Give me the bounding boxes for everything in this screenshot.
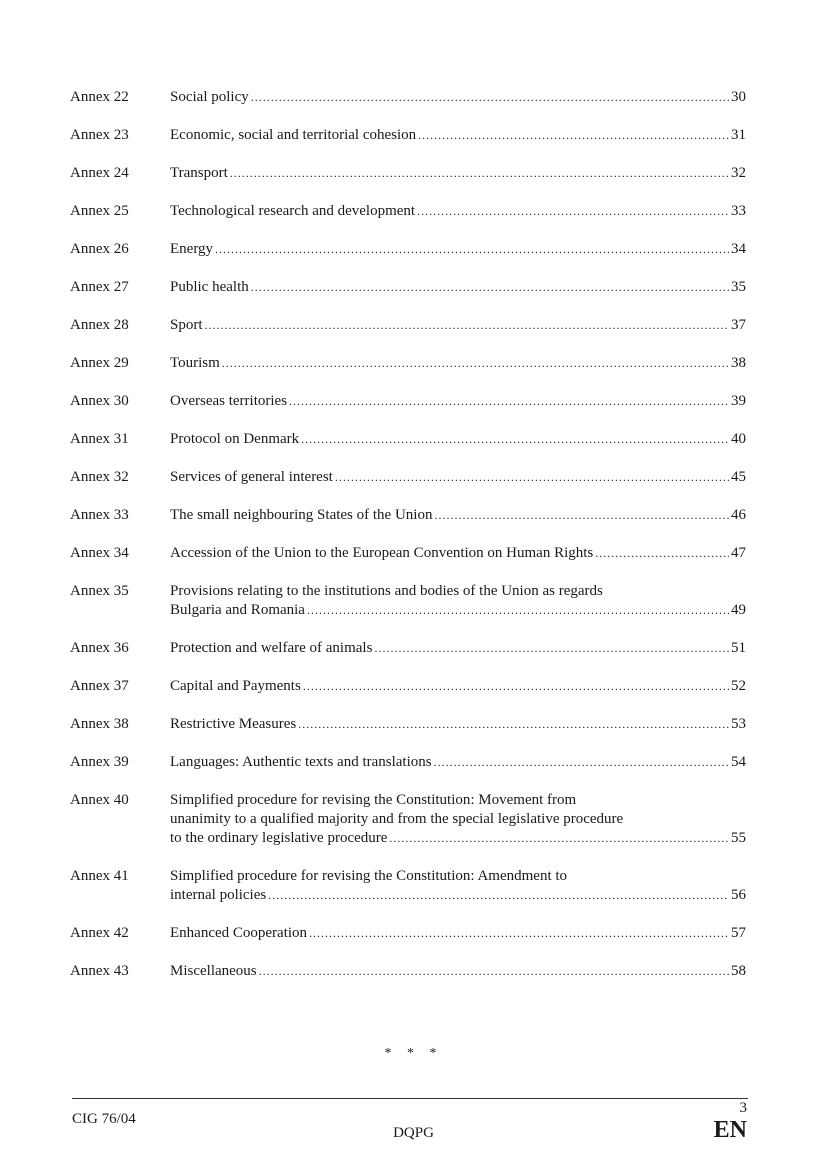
toc-entry (70, 126, 746, 145)
toc-annex-number: Annex 42 (70, 925, 129, 941)
toc-entry (70, 639, 746, 658)
toc-entry (70, 278, 746, 297)
table-of-contents (70, 88, 746, 1000)
toc-page-number: 54 (731, 754, 746, 770)
toc-leader-dots (434, 753, 729, 772)
toc-title-last-line (170, 829, 746, 848)
toc-annex-number: Annex 43 (70, 963, 129, 979)
toc-leader-dots (301, 430, 729, 449)
toc-annex-title (170, 677, 746, 696)
toc-title-last-line (170, 715, 746, 734)
toc-title-last-line (170, 753, 746, 772)
toc-leader-dots (251, 278, 729, 297)
toc-annex-number: Annex 34 (70, 545, 129, 561)
toc-annex-title (170, 240, 746, 259)
toc-annex-number: Annex 40 (70, 792, 129, 808)
toc-title-text: Protection and welfare of animals (170, 640, 373, 656)
toc-entry (70, 430, 746, 449)
toc-page-number: 57 (731, 925, 746, 941)
toc-leader-dots (307, 601, 729, 620)
toc-page-number: 47 (731, 545, 746, 561)
toc-page-number: 33 (731, 203, 746, 219)
toc-title-text: Services of general interest (170, 469, 333, 485)
toc-title-text: Social policy (170, 89, 249, 105)
toc-title-last-line (170, 962, 746, 981)
toc-annex-title (170, 924, 746, 943)
toc-page-number: 51 (731, 640, 746, 656)
toc-entry (70, 582, 746, 620)
toc-leader-dots (251, 88, 729, 107)
toc-leader-dots (298, 715, 729, 734)
toc-entry (70, 88, 746, 107)
toc-annex-title (170, 639, 746, 658)
toc-page-number: 56 (731, 887, 746, 903)
toc-entry (70, 715, 746, 734)
toc-page-number: 38 (731, 355, 746, 371)
toc-leader-dots (205, 316, 729, 335)
toc-annex-number: Annex 32 (70, 469, 129, 485)
toc-annex-number: Annex 29 (70, 355, 129, 371)
toc-title-line: Provisions relating to the institutions and bodies of the Union as regards (170, 583, 603, 599)
toc-entry (70, 753, 746, 772)
toc-annex-title (170, 544, 746, 563)
toc-title-text: Accession of the Union to the European Convention on Human Rights (170, 545, 594, 561)
toc-title-text: Restrictive Measures (170, 716, 297, 732)
toc-annex-title (170, 392, 746, 411)
toc-entry (70, 202, 746, 221)
toc-title-line: unanimity to a qualified majority and from the special legislative procedure (170, 811, 624, 827)
toc-title-last-line (170, 354, 746, 373)
toc-title-last-line (170, 392, 746, 411)
toc-annex-number: Annex 22 (70, 89, 129, 105)
toc-page-number: 40 (731, 431, 746, 447)
toc-page-number: 49 (731, 602, 746, 618)
toc-page-number: 30 (731, 89, 746, 105)
toc-page-number: 39 (731, 393, 746, 409)
toc-annex-title (170, 354, 746, 373)
toc-page-number: 52 (731, 678, 746, 694)
toc-entry (70, 506, 746, 525)
toc-title-last-line (170, 88, 746, 107)
toc-leader-dots (595, 544, 729, 563)
toc-annex-title (170, 202, 746, 221)
toc-title-text: Bulgaria and Romania (170, 602, 305, 618)
toc-annex-number: Annex 28 (70, 317, 129, 333)
toc-annex-number: Annex 41 (70, 868, 129, 884)
toc-entry (70, 316, 746, 335)
toc-annex-title (170, 867, 746, 905)
toc-title-text: Technological research and development (170, 203, 416, 219)
toc-annex-title (170, 316, 746, 335)
toc-annex-title (170, 126, 746, 145)
toc-leader-dots (389, 829, 729, 848)
toc-title-text: Tourism (170, 355, 220, 371)
toc-title-last-line (170, 202, 746, 221)
toc-leader-dots (222, 354, 729, 373)
toc-leader-dots (434, 506, 729, 525)
toc-title-last-line (170, 316, 746, 335)
toc-title-text: Transport (170, 165, 228, 181)
toc-title-text: Sport (170, 317, 203, 333)
toc-entry (70, 354, 746, 373)
toc-annex-title (170, 164, 746, 183)
toc-annex-title (170, 430, 746, 449)
toc-title-text: Energy (170, 241, 214, 257)
toc-title-last-line (170, 639, 746, 658)
toc-leader-dots (259, 962, 729, 981)
toc-page-number: 31 (731, 127, 746, 143)
toc-leader-dots (303, 677, 729, 696)
toc-page-number: 37 (731, 317, 746, 333)
toc-leader-dots (335, 468, 729, 487)
footer-divider (72, 1098, 748, 1099)
toc-page-number: 32 (731, 165, 746, 181)
toc-title-line: Simplified procedure for revising the Constitution: Movement from (170, 792, 577, 808)
toc-entry (70, 164, 746, 183)
toc-title-last-line (170, 886, 746, 905)
toc-leader-dots (374, 639, 729, 658)
toc-annex-title (170, 582, 746, 620)
toc-annex-number: Annex 37 (70, 678, 129, 694)
toc-page-number: 35 (731, 279, 746, 295)
toc-annex-title (170, 715, 746, 734)
toc-annex-number: Annex 33 (70, 507, 129, 523)
toc-title-text: Enhanced Cooperation (170, 925, 308, 941)
toc-entry (70, 468, 746, 487)
toc-entry (70, 392, 746, 411)
toc-entry (70, 677, 746, 696)
toc-entry (70, 544, 746, 563)
toc-annex-number: Annex 25 (70, 203, 129, 219)
toc-leader-dots (418, 126, 729, 145)
toc-title-last-line (170, 601, 746, 620)
toc-title-text: internal policies (170, 887, 267, 903)
toc-annex-number: Annex 30 (70, 393, 129, 409)
toc-leader-dots (268, 886, 729, 905)
toc-leader-dots (309, 924, 729, 943)
toc-page-number: 55 (731, 830, 746, 846)
toc-annex-number: Annex 36 (70, 640, 129, 656)
toc-annex-number: Annex 38 (70, 716, 129, 732)
toc-annex-title (170, 278, 746, 297)
language-code: EN (713, 1117, 747, 1143)
toc-leader-dots (417, 202, 729, 221)
toc-entry (70, 240, 746, 259)
toc-annex-title (170, 962, 746, 981)
toc-title-last-line (170, 468, 746, 487)
toc-annex-number: Annex 26 (70, 241, 129, 257)
toc-leader-dots (289, 392, 729, 411)
toc-annex-title (170, 506, 746, 525)
toc-page-number: 46 (731, 507, 746, 523)
toc-title-last-line (170, 924, 746, 943)
toc-title-text: to the ordinary legislative procedure (170, 830, 388, 846)
toc-annex-number: Annex 31 (70, 431, 129, 447)
section-separator: * * * (384, 1046, 443, 1061)
toc-annex-number: Annex 27 (70, 279, 129, 295)
toc-annex-number: Annex 39 (70, 754, 129, 770)
toc-title-text: The small neighbouring States of the Union (170, 507, 433, 523)
toc-entry (70, 867, 746, 905)
toc-page-number: 45 (731, 469, 746, 485)
toc-entry (70, 924, 746, 943)
toc-title-text: Economic, social and territorial cohesion (170, 127, 417, 143)
toc-page-number: 53 (731, 716, 746, 732)
department-code: DQPG (393, 1125, 434, 1141)
toc-title-last-line (170, 677, 746, 696)
toc-title-last-line (170, 544, 746, 563)
toc-annex-title (170, 468, 746, 487)
toc-entry (70, 962, 746, 981)
toc-title-last-line (170, 430, 746, 449)
toc-title-text: Overseas territories (170, 393, 288, 409)
toc-title-text: Miscellaneous (170, 963, 257, 979)
toc-annex-number: Annex 24 (70, 165, 129, 181)
toc-annex-number: Annex 23 (70, 127, 129, 143)
toc-title-text: Protocol on Denmark (170, 431, 300, 447)
toc-title-last-line (170, 126, 746, 145)
toc-title-last-line (170, 278, 746, 297)
toc-page-number: 58 (731, 963, 746, 979)
toc-title-text: Languages: Authentic texts and translations (170, 754, 432, 770)
toc-leader-dots (230, 164, 729, 183)
page-number: 3 (739, 1100, 747, 1116)
toc-page-number: 34 (731, 241, 746, 257)
toc-annex-title (170, 753, 746, 772)
toc-entry (70, 791, 746, 848)
toc-annex-title (170, 791, 746, 848)
document-reference: CIG 76/04 (72, 1111, 136, 1127)
toc-leader-dots (215, 240, 729, 259)
toc-annex-number: Annex 35 (70, 583, 129, 599)
toc-title-last-line (170, 240, 746, 259)
toc-title-text: Capital and Payments (170, 678, 301, 694)
toc-title-text: Public health (170, 279, 249, 295)
toc-title-last-line (170, 506, 746, 525)
toc-annex-title (170, 88, 746, 107)
toc-title-line: Simplified procedure for revising the Constitution: Amendment to (170, 868, 568, 884)
toc-title-last-line (170, 164, 746, 183)
